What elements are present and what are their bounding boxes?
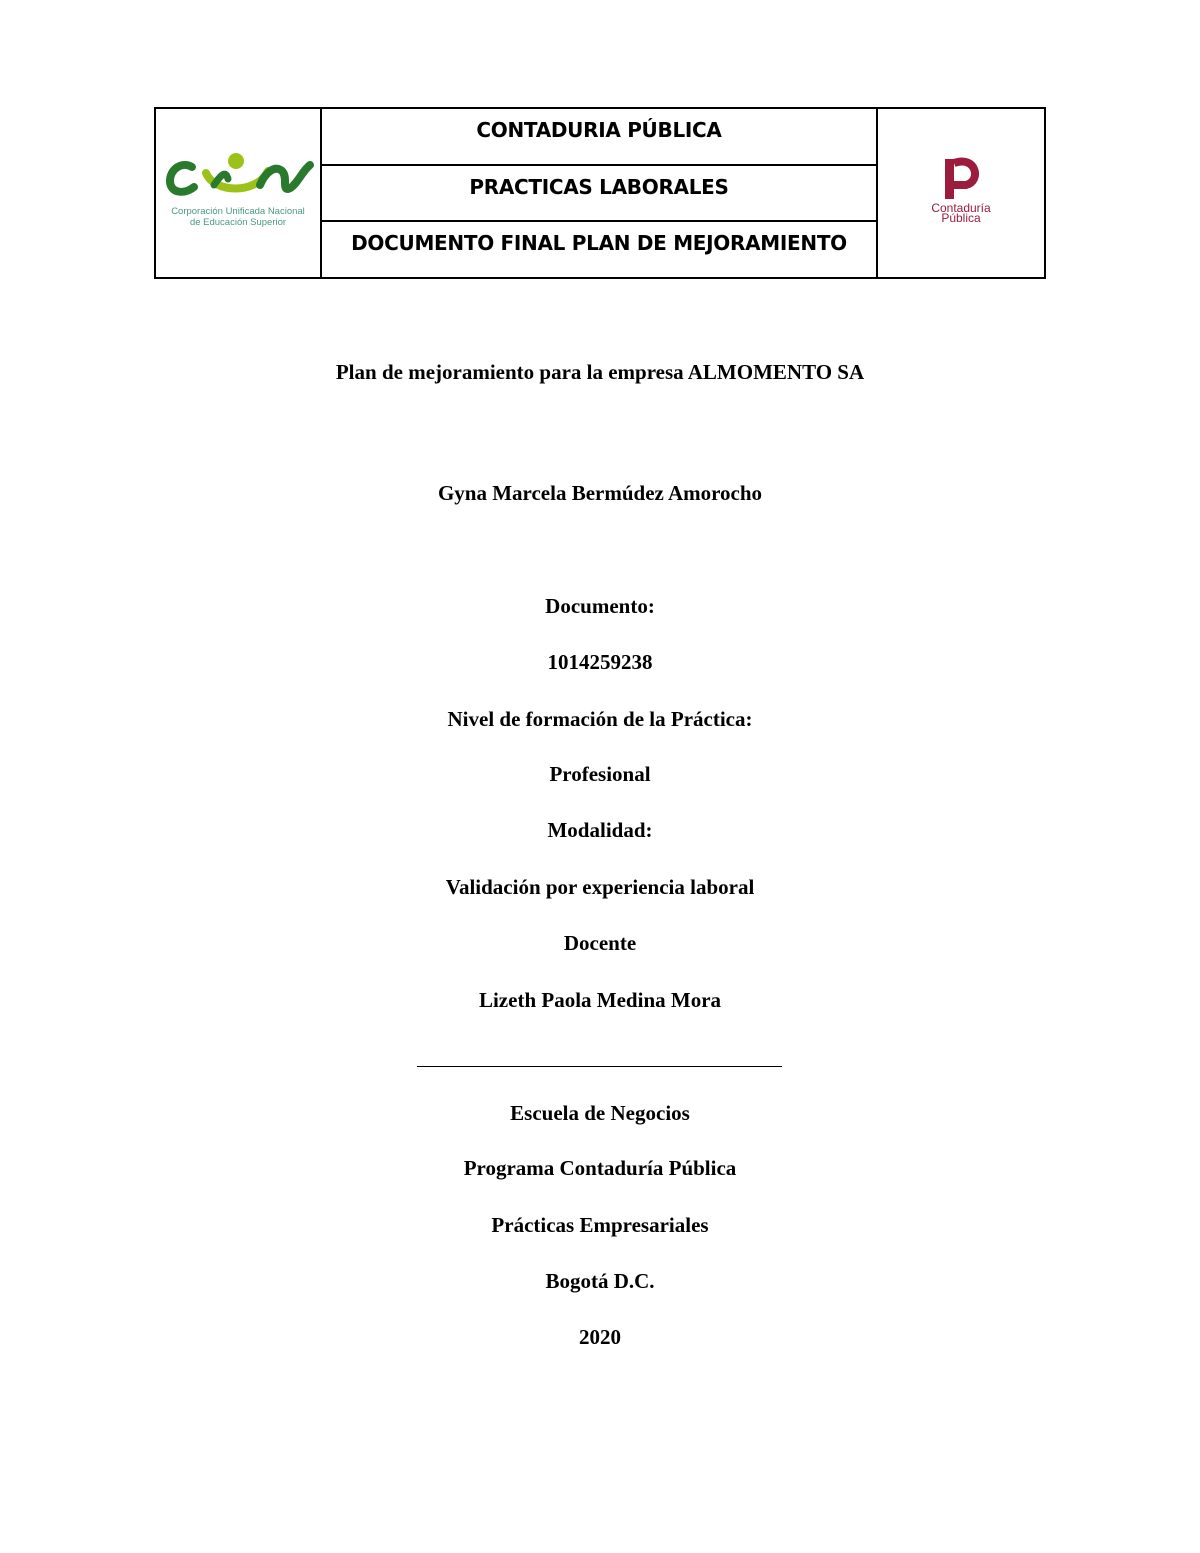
teacher-name: Lizeth Paola Medina Mora: [478, 988, 722, 1012]
header-program: CONTADURIA PÚBLICA: [476, 118, 722, 142]
cun-caption-line2: de Educación Superior: [189, 217, 287, 228]
school-name: Escuela de Negocios: [510, 1101, 690, 1125]
modality-label: Modalidad:: [547, 818, 653, 842]
contaduria-caption-line2: Pública: [941, 211, 981, 225]
document-title: Plan de mejoramiento para la empresa ALMOMENTO SA: [335, 360, 865, 384]
city: Bogotá D.C.: [545, 1269, 655, 1293]
contaduria-logo-cell: [876, 109, 1044, 277]
header-table: [154, 107, 1046, 279]
level-value: Profesional: [549, 762, 651, 786]
teacher-label: Docente: [563, 931, 637, 955]
document-number: 1014259238: [547, 650, 653, 674]
cun-logo-icon: [164, 149, 314, 209]
cun-logo-cell: [156, 109, 322, 277]
contaduria-caption-line1: Contaduría: [931, 201, 991, 215]
program-name: Programa Contaduría Pública: [463, 1156, 737, 1180]
document-label: Documento:: [545, 594, 655, 618]
contaduria-publica-logo-icon: [942, 157, 982, 203]
modality-value: Validación por experiencia laboral: [445, 875, 755, 899]
header-course: PRACTICAS LABORALES: [322, 164, 876, 221]
cun-caption-line1: Corporación Unificada Nacional: [171, 206, 305, 217]
course-name: Prácticas Empresariales: [491, 1213, 709, 1237]
header-document-title: DOCUMENTO FINAL PLAN DE MEJORAMIENTO: [322, 220, 876, 277]
author-name: Gyna Marcela Bermúdez Amorocho: [437, 481, 763, 505]
separator-line: [417, 1066, 782, 1067]
level-label: Nivel de formación de la Práctica:: [447, 707, 753, 731]
header-titles: [322, 109, 876, 277]
year: 2020: [579, 1325, 621, 1349]
